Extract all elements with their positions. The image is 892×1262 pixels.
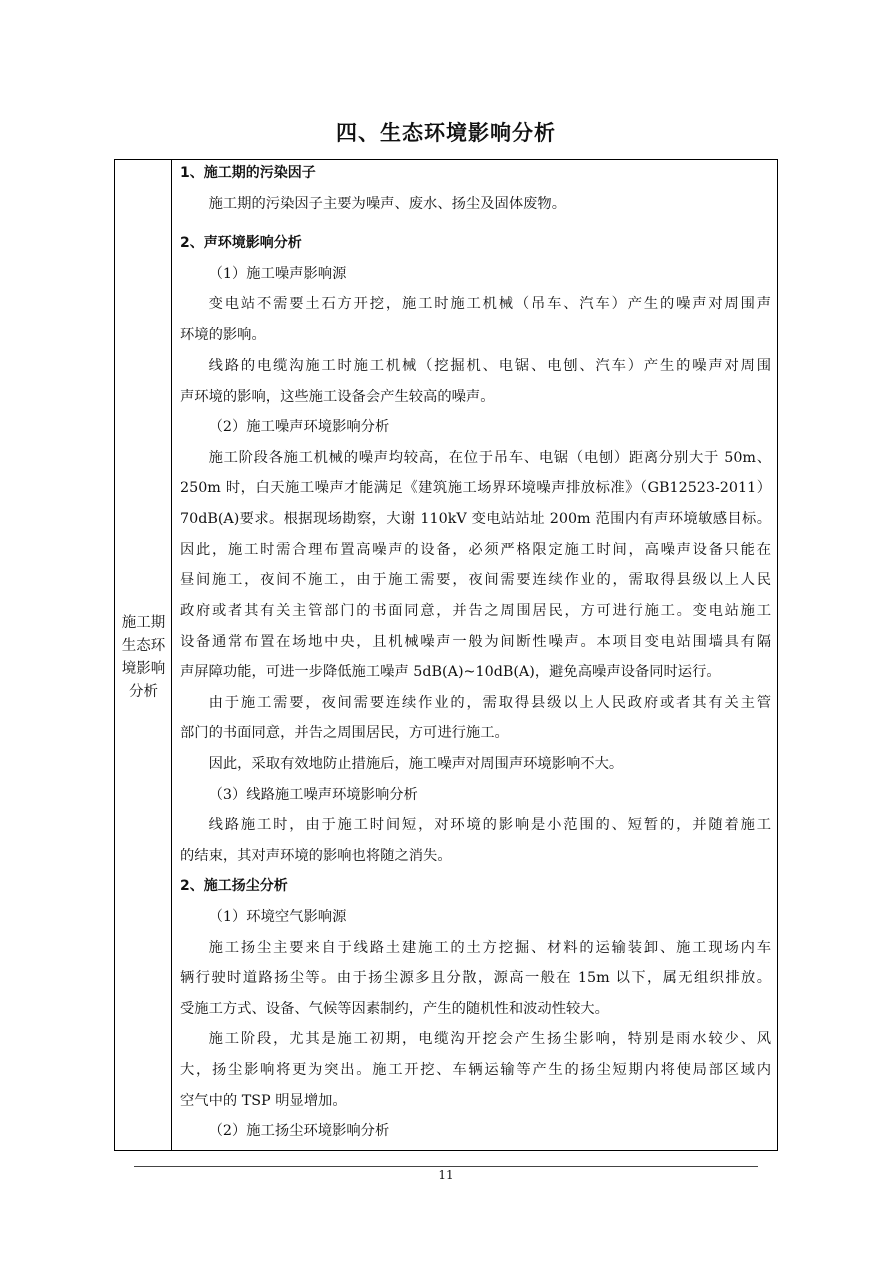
section-heading: 2、声环境影响分析 [180, 235, 302, 251]
footer-divider [134, 1166, 758, 1167]
section-heading: 1、施工期的污染因子 [180, 165, 316, 181]
body-text-line: 因此，采取有效地防止措施后，施工噪声对周围声环境影响不大。 [208, 756, 624, 772]
analysis-table [114, 159, 778, 1151]
section-heading: 2、施工扬尘分析 [180, 878, 288, 894]
body-text-line: （2）施工扬尘环境影响分析 [208, 1123, 390, 1139]
body-text-line: 受施工方式、设备、气候等因素制约，产生的随机性和波动性较大。 [180, 1001, 609, 1017]
body-text-line: 线路的电缆沟施工时施工机械（挖掘机、电锯、电刨、汽车）产生的噪声对周围 [208, 358, 771, 374]
body-text-line: 由于施工需要，夜间需要连续作业的，需取得县级以上人民政府或者其有关主管 [208, 695, 771, 711]
body-text-line: 空气中的 TSP 明显增加。 [180, 1093, 347, 1109]
body-text-line: 辆行驶时道路扬尘等。由于扬尘源多且分散，源高一般在 15m 以下，属无组织排放。 [180, 970, 771, 986]
body-text-line: 设备通常布置在场地中央，且机械噪声一般为间断性噪声。本项目变电站围墙具有隔 [180, 634, 771, 650]
body-text-line: 声屏障功能，可进一步降低施工噪声 5dB(A)~10dB(A)，避免高噪声设备同时运行。 [180, 664, 721, 680]
body-text-line: （1）环境空气影响源 [208, 909, 347, 925]
body-text-line: 施工阶段各施工机械的噪声均较高，在位于吊车、电锯（电刨）距离分别大于 50m、 [208, 450, 771, 466]
page-number: 11 [438, 1168, 454, 1182]
body-text-line: 部门的书面同意，并告之周围居民，方可进行施工。 [180, 725, 509, 741]
body-text-line: 施工期的污染因子主要为噪声、废水、扬尘及固体废物。 [208, 196, 567, 212]
body-text-line: 250m 时，白天施工噪声才能满足《建筑施工场界环境噪声排放标准》（GB12523-2011） [180, 480, 771, 496]
body-text-line: 政府或者其有关主管部门的书面同意，并告之周围居民，方可进行施工。变电站施工 [180, 603, 771, 619]
row-label [118, 612, 169, 704]
row-label-line: 分析 [129, 684, 158, 700]
label-column [115, 160, 172, 1150]
content-cell [172, 160, 777, 1150]
body-text-line: 线路施工时，由于施工时间短，对环境的影响是小范围的、短暂的，并随着施工 [208, 817, 771, 833]
body-text-line: 施工扬尘主要来自于线路土建施工的土方挖掘、材料的运输装卸、施工现场内车 [208, 940, 771, 956]
body-text-line: 昼间施工，夜间不施工，由于施工需要，夜间需要连续作业的，需取得县级以上人民 [180, 572, 771, 588]
body-text-line: 变电站不需要土石方开挖，施工时施工机械（吊车、汽车）产生的噪声对周围声 [208, 296, 771, 312]
body-text-line: 施工阶段，尤其是施工初期，电缆沟开挖会产生扬尘影响，特别是雨水较少、风 [208, 1031, 771, 1047]
row-label-line: 生态环 [121, 638, 166, 654]
body-text-line: （1）施工噪声影响源 [208, 266, 347, 282]
row-label-line: 施工期 [121, 615, 166, 631]
page-title: 四、生态环境影响分析 [336, 121, 556, 145]
body-text-line: 因此，施工时需合理布置高噪声的设备，必须严格限定施工时间，高噪声设备只能在 [180, 542, 771, 558]
row-label-line: 境影响 [121, 661, 166, 677]
body-text-line: 环境的影响。 [180, 327, 266, 343]
body-text-line: 的结束，其对声环境的影响也将随之消失。 [180, 848, 452, 864]
body-text-line: 70dB(A)要求。根据现场勘察，大谢 110kV 变电站站址 200m 范围内有声环境敏感目标。 [180, 511, 771, 527]
body-text-line: 大，扬尘影响将更为突出。施工开挖、车辆运输等产生的扬尘短期内将使局部区域内 [180, 1062, 771, 1078]
body-text-line: 声环境的影响，这些施工设备会产生较高的噪声。 [180, 389, 495, 405]
body-text-line: （3）线路施工噪声环境影响分析 [208, 787, 418, 803]
body-text-line: （2）施工噪声环境影响分析 [208, 419, 390, 435]
